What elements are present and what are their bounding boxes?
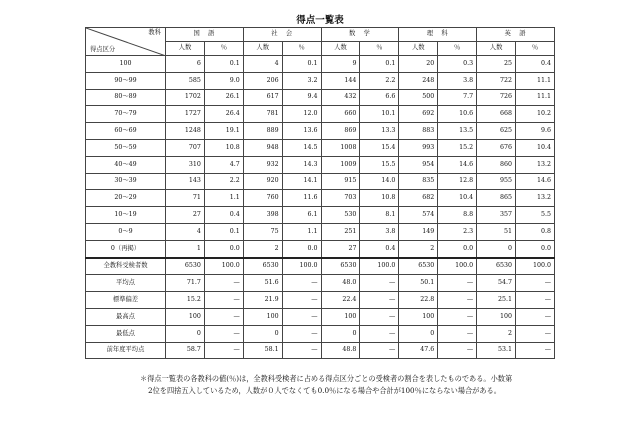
corner-cell	[86, 28, 166, 56]
pct-cell: 11.1	[516, 72, 555, 89]
pct-cell: —	[438, 292, 477, 309]
pct-cell: 10.4	[516, 139, 555, 156]
pct-cell: 0.0	[282, 240, 321, 257]
count-cell: 398	[243, 207, 282, 224]
count-cell: 865	[477, 190, 516, 207]
pct-cell: —	[438, 308, 477, 325]
count-cell: 835	[399, 173, 438, 190]
count-cell: 676	[477, 139, 516, 156]
stat-label: 前年度平均点	[86, 342, 166, 359]
count-header: 人数	[243, 42, 282, 56]
pct-cell: 100.0	[282, 258, 321, 275]
count-cell: 889	[243, 123, 282, 140]
pct-cell: 0.0	[204, 240, 243, 257]
pct-cell: —	[282, 275, 321, 292]
pct-header: ％	[360, 42, 399, 56]
pct-cell: 0.1	[204, 56, 243, 73]
score-range-label: 0（再掲）	[86, 240, 166, 257]
count-cell: 2	[399, 240, 438, 257]
score-row	[86, 72, 555, 89]
stat-label: 平均点	[86, 275, 166, 292]
count-cell: 0	[166, 325, 205, 342]
count-cell: 1702	[166, 89, 205, 106]
count-cell: 500	[399, 89, 438, 106]
pct-cell: 3.8	[360, 223, 399, 240]
count-cell: 21.9	[243, 292, 282, 309]
pct-cell: 5.5	[516, 207, 555, 224]
count-cell: 6	[166, 56, 205, 73]
count-cell: 574	[399, 207, 438, 224]
count-cell: 883	[399, 123, 438, 140]
count-header: 人数	[166, 42, 205, 56]
pct-cell: 13.2	[516, 190, 555, 207]
pct-cell: —	[516, 342, 555, 359]
count-cell: 860	[477, 156, 516, 173]
pct-cell: 100.0	[438, 258, 477, 275]
pct-cell: —	[438, 325, 477, 342]
count-cell: 1248	[166, 123, 205, 140]
pct-cell: 14.6	[438, 156, 477, 173]
pct-cell: 11.6	[282, 190, 321, 207]
count-cell: 9	[321, 56, 360, 73]
count-cell: 692	[399, 106, 438, 123]
count-cell: 760	[243, 190, 282, 207]
pct-cell: 7.7	[438, 89, 477, 106]
score-range-label: 20〜29	[86, 190, 166, 207]
score-row	[86, 207, 555, 224]
count-cell: 682	[399, 190, 438, 207]
count-cell: 71.7	[166, 275, 205, 292]
count-cell: 0	[243, 325, 282, 342]
pct-cell: 15.5	[360, 156, 399, 173]
count-cell: 48.0	[321, 275, 360, 292]
stat-row	[86, 258, 555, 275]
pct-cell: 26.1	[204, 89, 243, 106]
pct-cell: 4.7	[204, 156, 243, 173]
count-cell: 722	[477, 72, 516, 89]
count-cell: 668	[477, 106, 516, 123]
stat-label: 最高点	[86, 308, 166, 325]
pct-cell: 13.6	[282, 123, 321, 140]
pct-cell: —	[360, 275, 399, 292]
count-cell: 6530	[399, 258, 438, 275]
subject-japanese: 国 語	[166, 28, 244, 42]
count-cell: 915	[321, 173, 360, 190]
score-row	[86, 89, 555, 106]
pct-cell: —	[516, 308, 555, 325]
count-header: 人数	[399, 42, 438, 56]
count-cell: 54.7	[477, 275, 516, 292]
count-cell: 2	[243, 240, 282, 257]
count-cell: 22.8	[399, 292, 438, 309]
count-cell: 357	[477, 207, 516, 224]
pct-cell: 9.4	[282, 89, 321, 106]
pct-cell: 15.2	[438, 139, 477, 156]
count-cell: 585	[166, 72, 205, 89]
pct-cell: 0.1	[204, 223, 243, 240]
pct-cell: 1.1	[204, 190, 243, 207]
count-cell: 530	[321, 207, 360, 224]
count-cell: 1727	[166, 106, 205, 123]
score-range-label: 70〜79	[86, 106, 166, 123]
pct-cell: 13.2	[516, 156, 555, 173]
count-cell: 58.7	[166, 342, 205, 359]
pct-header: ％	[438, 42, 477, 56]
pct-cell: 0.4	[360, 240, 399, 257]
score-table	[85, 27, 555, 359]
pct-cell: —	[204, 292, 243, 309]
pct-cell: —	[438, 342, 477, 359]
score-range-label: 60〜69	[86, 123, 166, 140]
pct-cell: 14.3	[282, 156, 321, 173]
count-cell: 51	[477, 223, 516, 240]
count-cell: 948	[243, 139, 282, 156]
count-cell: 48.8	[321, 342, 360, 359]
pct-cell: —	[438, 275, 477, 292]
count-cell: 617	[243, 89, 282, 106]
count-cell: 6530	[477, 258, 516, 275]
pct-cell: 10.2	[516, 106, 555, 123]
pct-header: ％	[204, 42, 243, 56]
pct-cell: 0.1	[282, 56, 321, 73]
pct-cell: 0.8	[516, 223, 555, 240]
count-cell: 20	[399, 56, 438, 73]
pct-cell: 19.1	[204, 123, 243, 140]
pct-cell: —	[282, 292, 321, 309]
pct-cell: 100.0	[516, 258, 555, 275]
count-cell: 6530	[243, 258, 282, 275]
pct-cell: —	[204, 275, 243, 292]
pct-cell: 14.0	[360, 173, 399, 190]
footnote	[140, 373, 512, 396]
pct-cell: 10.6	[438, 106, 477, 123]
pct-cell: 0.3	[438, 56, 477, 73]
pct-cell: 0.1	[360, 56, 399, 73]
count-cell: 15.2	[166, 292, 205, 309]
count-cell: 4	[243, 56, 282, 73]
count-cell: 144	[321, 72, 360, 89]
count-cell: 206	[243, 72, 282, 89]
count-cell: 149	[399, 223, 438, 240]
pct-cell: 0.0	[438, 240, 477, 257]
score-range-label: 80〜89	[86, 89, 166, 106]
pct-cell: 10.8	[360, 190, 399, 207]
score-row	[86, 173, 555, 190]
score-range-label: 90〜99	[86, 72, 166, 89]
count-cell: 100	[321, 308, 360, 325]
stat-label: 最低点	[86, 325, 166, 342]
count-header: 人数	[477, 42, 516, 56]
subject-english: 英 語	[477, 28, 555, 42]
pct-cell: —	[204, 308, 243, 325]
count-cell: 432	[321, 89, 360, 106]
pct-header: ％	[282, 42, 321, 56]
pct-cell: 100.0	[204, 258, 243, 275]
count-cell: 920	[243, 173, 282, 190]
footnote-line-2: 2位を四捨五入しているため，人数が０人でなくても0.0％になる場合や合計が100％にならない場合がある。	[148, 385, 501, 395]
count-cell: 47.6	[399, 342, 438, 359]
count-cell: 58.1	[243, 342, 282, 359]
pct-cell: 8.8	[438, 207, 477, 224]
count-cell: 75	[243, 223, 282, 240]
pct-cell: 8.1	[360, 207, 399, 224]
count-cell: 0	[477, 240, 516, 257]
count-cell: 6530	[166, 258, 205, 275]
pct-cell: 0.4	[204, 207, 243, 224]
corner-subject-label: 教科	[148, 29, 161, 36]
score-row	[86, 190, 555, 207]
pct-cell: 12.8	[438, 173, 477, 190]
score-row	[86, 156, 555, 173]
stat-row	[86, 325, 555, 342]
pct-cell: —	[360, 342, 399, 359]
pct-cell: 6.6	[360, 89, 399, 106]
count-cell: 310	[166, 156, 205, 173]
score-range-label: 30〜39	[86, 173, 166, 190]
stat-row	[86, 308, 555, 325]
pct-cell: 15.4	[360, 139, 399, 156]
pct-cell: 12.0	[282, 106, 321, 123]
count-cell: 51.6	[243, 275, 282, 292]
pct-cell: —	[282, 342, 321, 359]
pct-cell: 3.2	[282, 72, 321, 89]
corner-score-label: 得点区分	[90, 45, 116, 53]
pct-cell: 9.0	[204, 72, 243, 89]
count-cell: 71	[166, 190, 205, 207]
count-cell: 143	[166, 173, 205, 190]
pct-cell: 26.4	[204, 106, 243, 123]
score-row	[86, 106, 555, 123]
count-cell: 660	[321, 106, 360, 123]
pct-cell: 10.1	[360, 106, 399, 123]
score-range-label: 40〜49	[86, 156, 166, 173]
pct-cell: 2.3	[438, 223, 477, 240]
pct-cell: —	[516, 292, 555, 309]
count-cell: 100	[477, 308, 516, 325]
pct-cell: 13.3	[360, 123, 399, 140]
pct-cell: —	[360, 325, 399, 342]
pct-cell: 1.1	[282, 223, 321, 240]
count-cell: 1008	[321, 139, 360, 156]
pct-cell: —	[516, 325, 555, 342]
score-range-label: 100	[86, 56, 166, 73]
count-cell: 25	[477, 56, 516, 73]
count-cell: 100	[166, 308, 205, 325]
count-cell: 50.1	[399, 275, 438, 292]
pct-cell: 13.5	[438, 123, 477, 140]
score-range-label: 0〜9	[86, 223, 166, 240]
count-cell: 27	[321, 240, 360, 257]
subject-science: 理 科	[399, 28, 477, 42]
pct-cell: 6.1	[282, 207, 321, 224]
score-range-label: 10〜19	[86, 207, 166, 224]
count-cell: 707	[166, 139, 205, 156]
count-cell: 993	[399, 139, 438, 156]
score-row	[86, 56, 555, 73]
stat-label: 標準偏差	[86, 292, 166, 309]
count-cell: 22.4	[321, 292, 360, 309]
pct-cell: —	[204, 325, 243, 342]
score-range-label: 50〜59	[86, 139, 166, 156]
pct-cell: 9.6	[516, 123, 555, 140]
pct-cell: 10.4	[438, 190, 477, 207]
count-cell: 27	[166, 207, 205, 224]
count-cell: 1	[166, 240, 205, 257]
subject-math: 数 学	[321, 28, 399, 42]
stat-row	[86, 275, 555, 292]
pct-cell: 0.4	[516, 56, 555, 73]
pct-cell: 2.2	[204, 173, 243, 190]
subject-social: 社 会	[243, 28, 321, 42]
count-cell: 625	[477, 123, 516, 140]
score-row	[86, 123, 555, 140]
pct-cell: 11.1	[516, 89, 555, 106]
stat-row	[86, 342, 555, 359]
pct-cell: —	[360, 308, 399, 325]
count-cell: 25.1	[477, 292, 516, 309]
pct-cell: —	[282, 308, 321, 325]
stat-label: 全教科受検者数	[86, 258, 166, 275]
score-row	[86, 240, 555, 257]
pct-cell: 2.2	[360, 72, 399, 89]
pct-cell: 0.0	[516, 240, 555, 257]
pct-cell: 100.0	[360, 258, 399, 275]
pct-cell: 14.1	[282, 173, 321, 190]
count-cell: 100	[399, 308, 438, 325]
pct-cell: 3.8	[438, 72, 477, 89]
count-cell: 0	[399, 325, 438, 342]
count-cell: 781	[243, 106, 282, 123]
count-cell: 726	[477, 89, 516, 106]
count-cell: 0	[321, 325, 360, 342]
pct-header: ％	[516, 42, 555, 56]
footnote-line-1: ＊得点一覧表の各教科の値(％)は，全教科受検者に占める得点区分ごとの受検者の割合を表したものである。小数第	[140, 374, 513, 383]
count-cell: 100	[243, 308, 282, 325]
score-row	[86, 223, 555, 240]
count-cell: 6530	[321, 258, 360, 275]
count-cell: 4	[166, 223, 205, 240]
pct-cell: 10.8	[204, 139, 243, 156]
count-cell: 932	[243, 156, 282, 173]
subject-header-row	[86, 28, 555, 42]
page-title: 得点一覧表	[296, 15, 344, 26]
pct-cell: —	[204, 342, 243, 359]
count-cell: 954	[399, 156, 438, 173]
count-cell: 703	[321, 190, 360, 207]
count-cell: 1009	[321, 156, 360, 173]
pct-cell: 14.5	[282, 139, 321, 156]
stat-row	[86, 292, 555, 309]
count-cell: 53.1	[477, 342, 516, 359]
count-cell: 248	[399, 72, 438, 89]
pct-cell: —	[360, 292, 399, 309]
pct-cell: —	[282, 325, 321, 342]
pct-cell: —	[516, 275, 555, 292]
count-cell: 955	[477, 173, 516, 190]
count-cell: 2	[477, 325, 516, 342]
count-header: 人数	[321, 42, 360, 56]
pct-cell: 14.6	[516, 173, 555, 190]
count-cell: 251	[321, 223, 360, 240]
count-cell: 869	[321, 123, 360, 140]
score-row	[86, 139, 555, 156]
